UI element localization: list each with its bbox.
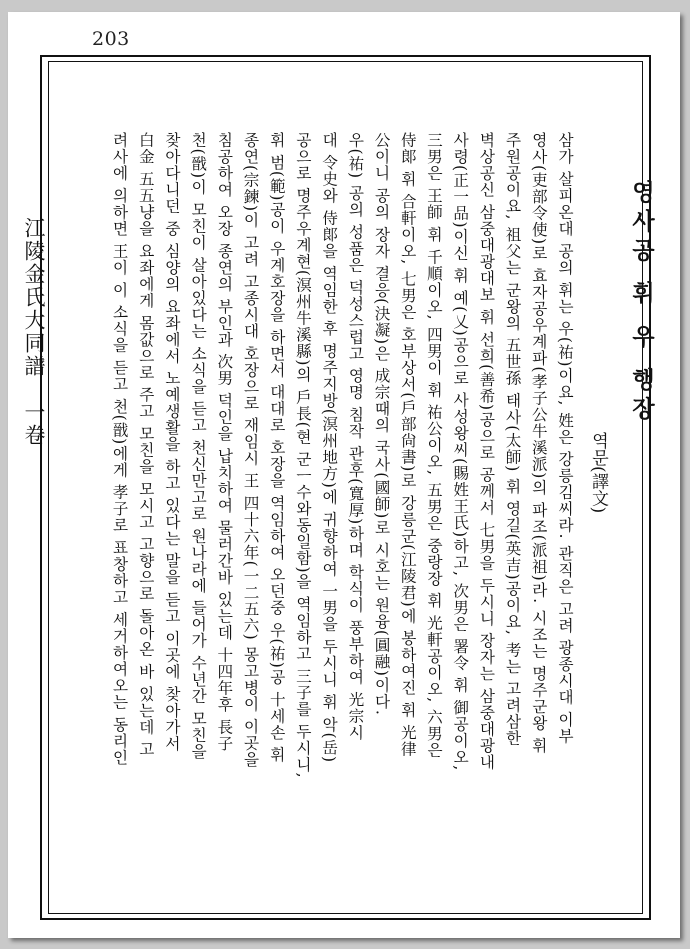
text-column: 벽상공신 삼중대광대보 휘 선희(善希)공으로 공께서 七男을 두시니 장자는 삼중대광내: [477, 132, 496, 771]
book-side-title: 江陵金氏大同譜 一卷: [22, 217, 46, 447]
page-number: 203: [92, 28, 130, 50]
text-column: 종연(宗鍊)이 고려 고종시대 호장으로 재임시 王 四十六年(一二五六) 몽고병이 이곳을: [241, 132, 260, 768]
text-column: 휘 범(範)공이 우계호장을 하면서 대대로 호장을 역임하여 오던중 우(祐)공 十세손 휘: [267, 132, 286, 764]
text-column: 찾아다니던 중 심양의 요좌에서 노예생활을 하고 있다는 말을 듣고 이곳에 찾아가서: [162, 132, 181, 752]
text-column: 주원공이요, 祖父는 군왕의 五世孫 태사(太師) 휘 영길(英吉)공이요, 考는 고려삼한: [503, 132, 522, 747]
text-column: 대 令史와 侍郞을 역임한 후 명주지방(溟州地方)에 귀향하여 一男을 두시니 휘 악(岳): [320, 132, 339, 764]
text-column: 公이니 공의 장자 결응(決凝)은 成宗때의 국사(國師)로 시호는 원융(圓融)이다.: [372, 132, 391, 716]
translation-label: 역문(譯文): [588, 432, 608, 514]
article-heading: 영사공 휘 우 행장: [628, 180, 654, 426]
text-column: 삼가 살피온대 공의 휘는 우(祐)이요, 姓은 강릉김씨라. 관직은 고려 광종시대 이부: [556, 132, 574, 745]
text-column: 白金 五五냥을 요좌에게 몸값으로 주고 모친을 모시고 고향으로 돌아온 바 있는데 고: [136, 132, 155, 758]
vertical-text-body: [78, 132, 658, 902]
text-column: 공으로 명주우계현(溟州牛溪縣)의 戶長(현 군ㅡ수와동일함)을 역임하고 三子를 두시니,: [293, 132, 312, 779]
text-column: 려사에 의하면 王이 이 소식을 듣고 천(戩)에게 孝子로 표창하고 세거하여오는 동리인: [110, 132, 129, 766]
text-column: 우(祐) 공의 성품은 덕성스럽고 영명 침작 관후(寬厚)하며 학식이 풍부하여 光宗시: [346, 132, 365, 741]
text-column: 사령(正一品)이신 휘 예(乂)공으로 사성왕씨(賜姓王氏)하고, 次男은 署令 휘 御공이오,: [451, 132, 470, 772]
text-column: 侍郞 휘 合軒이오, 七男은 호부상서(戶部尙書)로 강릉군(江陵君)에 봉하여진 휘 光律: [398, 132, 417, 758]
text-column: 침공하여 오장 종연의 부인과 次男 덕인을 납치하여 물러간바 있는데 十四年후 長子: [215, 132, 234, 752]
text-column: 영사(吏部令使)로 효자공우계파(孝子公牛溪派)의 파조(派祖)라. 시조는 명주군왕 휘: [529, 132, 548, 754]
document-page: [8, 12, 680, 938]
text-column: 천(戩)이 모친이 살아있다는 소식을 듣고 천신만고로 원나라에 들어가 수년간 모친을: [189, 132, 208, 760]
text-column: 三男은 王師 휘 千順이오, 四男이 휘 祐公이오, 五男은 중랑장 휘 光軒공이오, 六男은: [424, 132, 443, 759]
